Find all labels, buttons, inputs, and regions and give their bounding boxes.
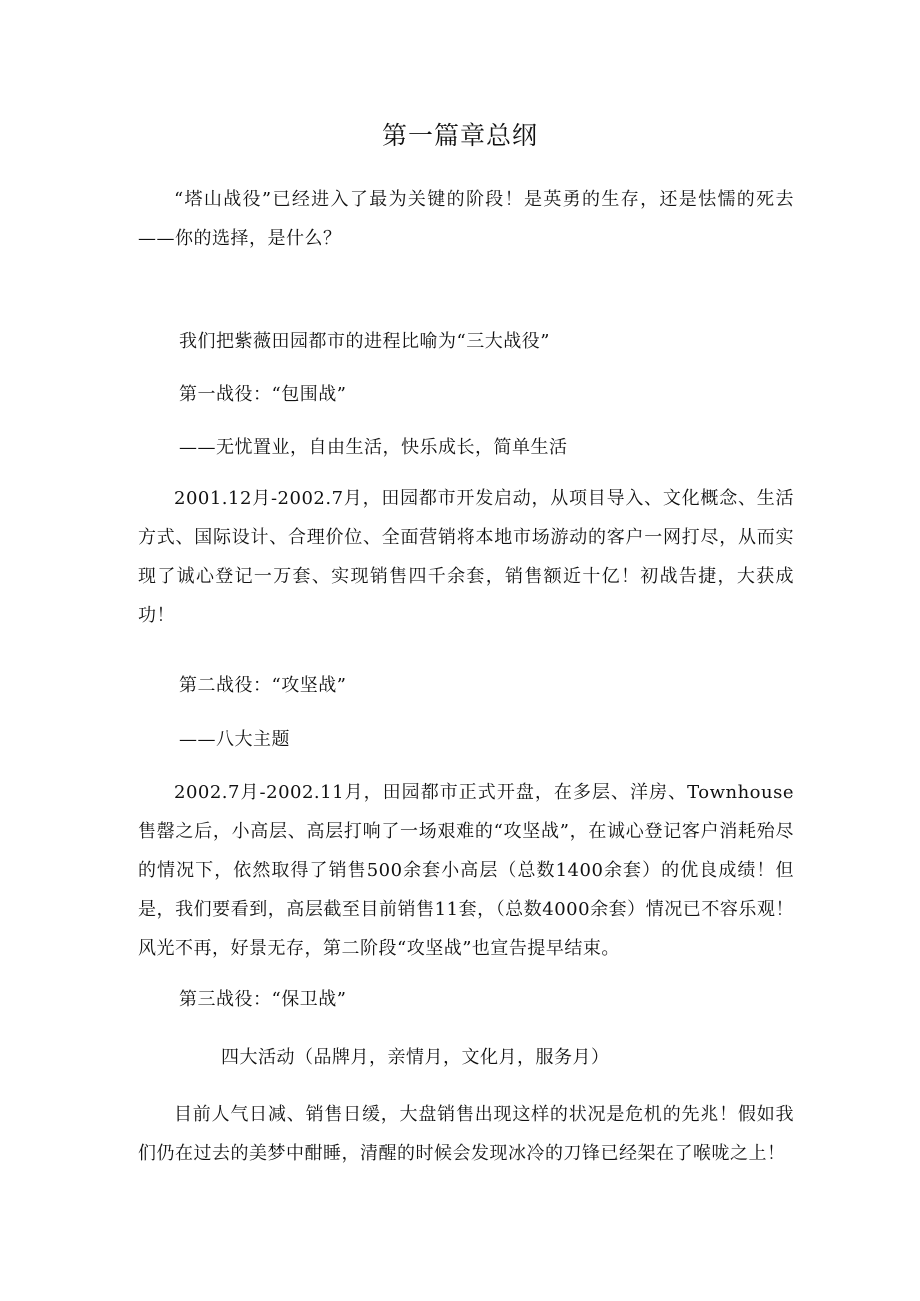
campaign3-body: 目前人气日减、销售日缓，大盘销售出现这样的状况是危机的先兆！假如我们仍在过去的美梦中酣睡，清醒的时候会发现冰冷的刀锋已经架在了喉咙之上！ <box>138 1104 794 1164</box>
campaign3-subtitle: 四大活动（品牌月，亲情月，文化月，服务月） <box>221 1047 610 1068</box>
campaign1-subtitle: ——无忧置业，自由生活，快乐成长，简单生活 <box>179 437 568 458</box>
campaign2-subtitle: ——八大主题 <box>179 729 290 750</box>
campaign3-heading: 第三战役：“保卫战” <box>179 989 347 1010</box>
intro-paragraph: “塔山战役”已经进入了最为关键的阶段！是英勇的生存，还是怯懦的死去——你的选择，是什么？ <box>138 189 794 249</box>
campaign1-body: 2001.12月-2002.7月，田园都市开发启动，从项目导入、文化概念、生活方式、国际设计、合理价位、全面营销将本地市场游动的客户一网打尽，从而实现了诚心登记一万套、实现销售四千余套，销售额近十亿！初战告捷，大获成功！ <box>138 488 794 626</box>
campaign2-body: 2002.7月-2002.11月，田园都市正式开盘，在多层、洋房、Townhouse售罄之后，小高层、高层打响了一场艰难的“攻坚战”，在诚心登记客户消耗殆尽的情况下，依然取得了销售500余套小高层（总数1400余套）的优良成绩！但是，我们要看到，高层截至目前销售11套，（总数4000余套）情况已不容乐观！风光不再，好景无存，第二阶段“攻坚战”也宣告提早结束。 <box>138 782 794 959</box>
campaign1-heading: 第一战役：“包围战” <box>179 384 347 405</box>
page-title: 第一篇章总纲 <box>381 121 538 150</box>
campaigns-intro: 我们把紫薇田园都市的进程比喻为“三大战役” <box>179 331 550 352</box>
campaign2-heading: 第二战役：“攻坚战” <box>179 675 347 696</box>
